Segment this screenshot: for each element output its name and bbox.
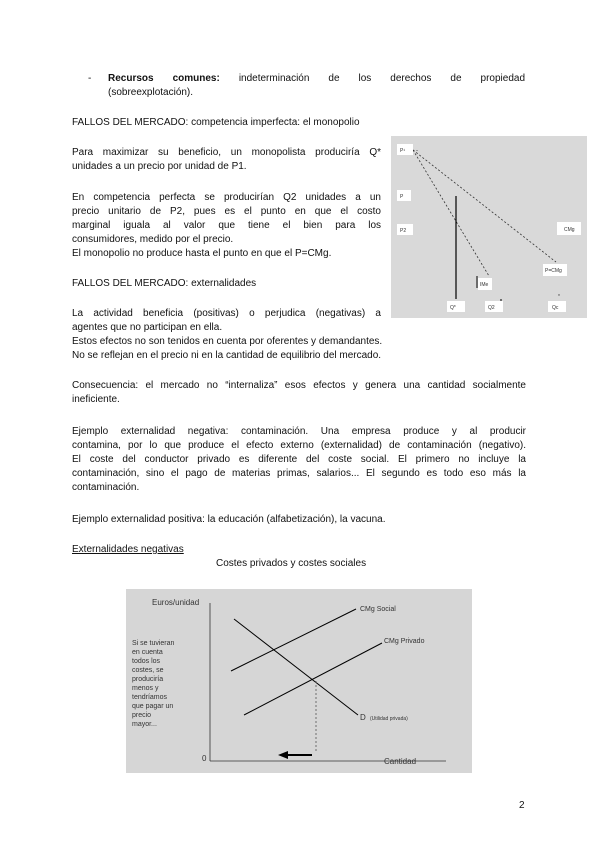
- monopoly-figure: [391, 136, 587, 318]
- para-competencia-line: El monopolio no produce hasta el punto en que el P=CMg.: [72, 248, 332, 259]
- para-consecuencia-line: Consecuencia: el mercado no “internaliza” esos efectos y genera una cantidad socialmente: [72, 380, 526, 391]
- annotation-line: mayor...: [132, 721, 157, 728]
- para-competencia-line: precio unitario de P2, pues es el punto en que el costo: [72, 206, 381, 217]
- monopoly-figure-svg: [391, 136, 587, 318]
- chart-xlabel: Cantidad: [384, 757, 417, 766]
- para-ejemplo-negativa-line: Ejemplo externalidad negativa: contaminación. Una empresa produce y al producir: [72, 426, 526, 437]
- label-cmg-social: CMg Social: [360, 606, 396, 613]
- externalities-chart-svg: [126, 589, 472, 773]
- series-line-demand: [234, 619, 358, 715]
- annotation-line: en cuenta: [132, 649, 163, 656]
- chart-title: Costes privados y costes sociales: [216, 558, 367, 569]
- bullet-dash: -: [88, 73, 92, 84]
- para-ejemplo-negativa-line: contaminación, sino el pago de materias primas, salarios... El segundo es todo eso más la: [72, 468, 526, 479]
- para-actividad-line: agentes que no participan en ella.: [72, 322, 223, 333]
- label-p-cmg: P=CMg: [545, 268, 562, 274]
- label-qc: Qc: [552, 305, 559, 311]
- monopoly-ime-line: [413, 150, 556, 262]
- label-demand: D: [360, 713, 366, 722]
- label-q2: Q2: [488, 305, 495, 311]
- para-competencia-line: En competencia perfecta se producirían Q2 unidades a un: [72, 192, 381, 203]
- annotation-line: menos y: [132, 685, 159, 692]
- annotation-line: costes, se: [132, 667, 164, 674]
- label-ime: IMe: [480, 282, 489, 288]
- para-actividad-line: Estos efectos no son tenidos en cuenta por oferentes y demandantes.: [72, 336, 383, 347]
- para-consecuencia-line: ineficiente.: [72, 394, 120, 405]
- para-actividad-line: No se reflejan en el precio ni en la cantidad de equilibrio del mercado.: [72, 350, 382, 361]
- label-star: *: [558, 294, 560, 300]
- label-demand-sub: (Utilidad privada): [370, 716, 408, 722]
- heading-monopolio: FALLOS DEL MERCADO: competencia imperfecta: el monopolio: [72, 117, 360, 128]
- chart-ylabel: Euros/unidad: [152, 598, 200, 607]
- chart-annotation: [132, 640, 175, 728]
- series-line-cmg-social: [231, 609, 356, 671]
- annotation-line: todos los: [132, 658, 161, 665]
- para-ejemplo-negativa-line: El coste del conductor privado es diferente del coste social. El primero no incluye la: [72, 454, 526, 465]
- para-ejemplo-negativa-line: contamina, por lo que produce el efecto externo (externalidad) de contaminación (negativo).: [72, 440, 526, 451]
- chart-origin: 0: [202, 754, 207, 763]
- label-p: P: [400, 194, 404, 200]
- label-cmg: CMg: [564, 227, 575, 233]
- para-ejemplo-negativa-line: contaminación.: [72, 482, 140, 493]
- annotation-line: precio: [132, 712, 152, 719]
- bullet-line1: [108, 72, 525, 86]
- bullet-line2: (sobreexplotación).: [108, 87, 194, 98]
- page-number: 2: [519, 800, 525, 811]
- subheading-negativas: Externalidades negativas: [72, 544, 184, 555]
- label-cmg-privado: CMg Privado: [384, 638, 425, 645]
- label-p1: P¹: [400, 148, 405, 154]
- para-monopolio-line: unidades a un precio por unidad de P1.: [72, 161, 247, 172]
- para-actividad-line: La actividad beneficia (positivas) o perjudica (negativas) a: [72, 308, 381, 319]
- externalities-chart: [126, 589, 472, 773]
- annotation-line: Si se tuvieran: [132, 640, 175, 647]
- bullet-term: Recursos comunes:: [108, 73, 220, 84]
- heading-externalidades: FALLOS DEL MERCADO: externalidades: [72, 278, 257, 289]
- label-qstar: Q*: [450, 305, 456, 311]
- annotation-line: produciría: [132, 676, 164, 683]
- para-competencia-line: consumidores, medido por el precio.: [72, 234, 234, 245]
- bullet-rest: indeterminación de los derechos de propiedad: [238, 73, 526, 84]
- label-dash: -: [416, 148, 418, 154]
- label-p2: P2: [400, 228, 407, 234]
- annotation-line: tendríamos: [132, 694, 168, 701]
- quantity-arrow-head: [278, 751, 288, 759]
- para-monopolio-line: Para maximizar su beneficio, un monopolista produciría Q*: [72, 147, 381, 158]
- para-ejemplo-positiva: Ejemplo externalidad positiva: la educación (alfabetización), la vacuna.: [72, 514, 386, 525]
- para-competencia-line: marginal iguala al valor que tiene el bien para los: [72, 220, 381, 231]
- monopoly-demand-line: [413, 150, 489, 276]
- annotation-line: que pagar un: [132, 703, 174, 710]
